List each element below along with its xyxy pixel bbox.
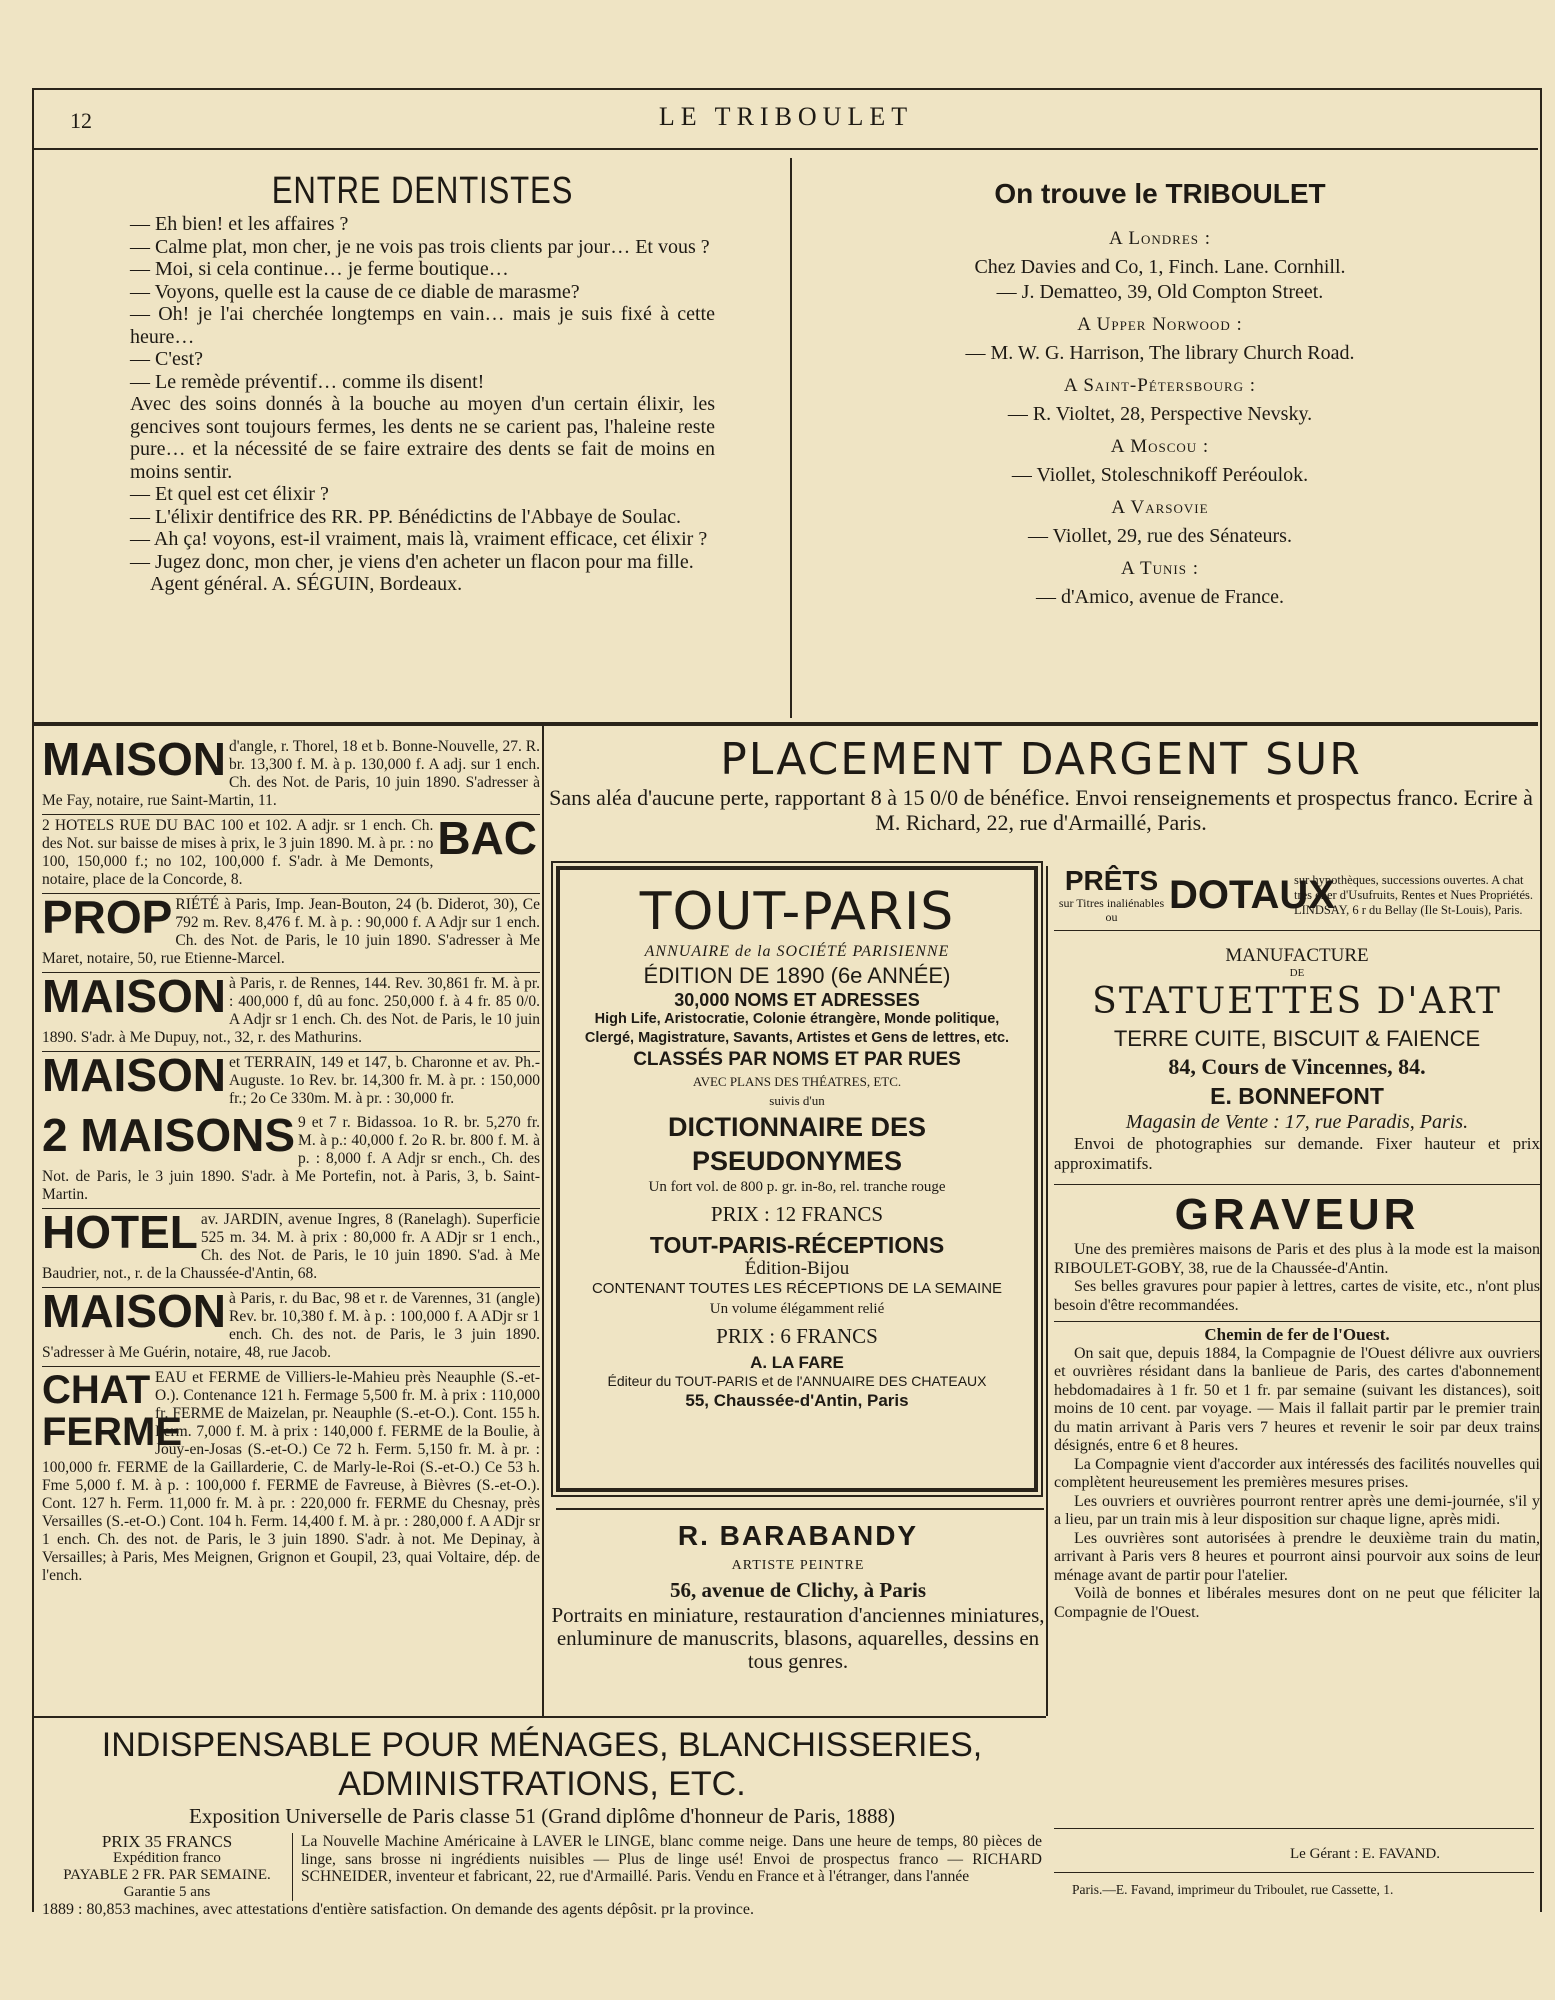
barabandy-ad [548,1520,1048,1675]
barabandy-address: 56, avenue de Clichy, à Paris [669,1578,927,1602]
city-label: A Saint-Pétersbourg : [1063,375,1257,396]
tp-suivis: suivis d'un [769,1093,825,1108]
ad-hotels-bac [42,815,540,894]
tp-receptions: TOUT-PARIS-RÉCEPTIONS [649,1232,945,1258]
statuettes-title: STATUETTES D'ART [1092,981,1502,1022]
dialogue-line: — Oh! je l'ai cherchée longtemps en vain… mais je suis fixé à cette heure… [130,303,715,348]
ad-headline: HOTEL [42,1209,198,1258]
city-label: A Varsovie [1111,497,1209,518]
ad-text: à Paris, r. du Bac, 98 et r. de Varennes, 31 (angle) Rev. br. 10,380 f. M. à p. : 100,000 f. A ADjr sr 1 ench. Ch. des not. de Paris, le 3 juin 1890. S'adresser à Me Guérin, notaire, 48, rue Jacob. [42,1290,540,1361]
machine-last: 1889 : 80,853 machines, avec attestations d'entière satisfaction. On demande des agents dépôsit. pr la province. [42,1901,755,1918]
graveur-text2: Ses belles gravures pour papier à lettres, cartes de visite, etc., n'ont plus besoin d'être recommandées. [1054,1278,1540,1314]
ouest-para: Les ouvriers et ouvrières pourront rentrer après une demi-journée, s'il y a lieu, par un train mis à leur disposition sur chaque ligne, après midi. [1054,1492,1540,1528]
dialogue-line: — Voyons, quelle est la cause de ce diable de marasme? [130,280,580,303]
ad-chateau-fermes [42,1367,540,1589]
tp-edition: ÉDITION DE 1890 (6e ANNÉE) [643,963,951,988]
top-column-divider [790,158,792,718]
ad-headline: CHAT FERME [42,1368,182,1454]
page-number: 12 [70,108,92,133]
dialogue-line: — Eh bien! et les affaires ? [130,213,349,235]
de-label: DE [1289,967,1305,979]
city-label: A Upper Norwood : [1077,314,1243,335]
tp-volume: Un fort vol. de 800 p. gr. in-8o, rel. tranche rouge [648,1179,946,1195]
machine-garantie: Garantie 5 ans [123,1884,211,1900]
machine-expedition: Expédition franco [113,1850,221,1866]
tp-dictionnaire: DICTIONNAIRE DES PSEUDONYMES [667,1112,927,1176]
tp-editor-line: Éditeur du TOUT-PARIS et de l'ANNUAIRE DES CHATEAUX [607,1373,987,1389]
graveur-ad [1054,1184,1540,1315]
ad-text: et TERRAIN, 149 et 147, b. Charonne et av. Ph.-Auguste. 1o Rev. br. 14,300 fr. M. à pr. : 150,000 fr.; 2o Ce 330m. M. à pr. : 30,000 fr. [229,1054,540,1107]
right-column [1054,866,1540,1622]
ad-text: 2 HOTELS RUE DU BAC 100 et 102. A adjr. sr 1 ench. Ch. des Not. sur baisse de mises à prix, le 3 juin 1890. M. à pr. : no 100, 150,000 f.; no 102, 100,000 f. S'adr. à Me Demonts, notaire, place de la Concorde, 8. [42,817,434,888]
statuettes-line3: Magasin de Vente : 17, rue Paradis, Paris. [1125,1111,1469,1133]
bonnefont-name: E. BONNEFONT [1210,1083,1384,1109]
statuettes-text: Envoi de photographies sur demande. Fixer hauteur et prix approximatifs. [1054,1134,1540,1173]
masthead-title: LE TRIBOULET [658,102,914,131]
prets-label: PRÊTS [1064,865,1159,896]
manufacture-label: MANUFACTURE [1225,945,1369,966]
tp-vol2: Un volume élégamment relié [709,1301,885,1317]
imprimeur-rule [1054,1872,1534,1873]
dialogue-line: — Ah ça! voyons, est-il vraiment, mais là, vraiment efficace, cet élixir ? [130,528,708,550]
ouest-para: Voilà de bonnes et libérales mesures dont on ne peut que féliciter la Compagnie de l'Ouest. [1054,1585,1540,1621]
ad-headline: MAISON [42,1052,226,1101]
ad-headline: BAC [437,815,537,864]
graveur-text1: Une des premières maisons de Paris et des plus à la mode est la maison RIBOULET-GOBY, 38, rue de la Chaussée-d'Antin. [1054,1241,1540,1277]
graveur-title: GRAVEUR [1174,1190,1420,1239]
address-line: — Viollet, Stoleschnikoff Peréoulok. [1011,464,1309,486]
section-rule [34,722,1538,726]
tp-contenant: CONTENANT TOUTES LES RÉCEPTIONS DE LA SEMAINE [591,1280,1003,1297]
ad-maison-bac [42,1288,540,1367]
address-line: — R. Violtet, 28, Perspective Nevsky. [1007,403,1313,425]
ad-maison-thorel [42,736,540,815]
statuettes-ad [1054,945,1540,1174]
ouest-para: On sait que, depuis 1884, la Compagnie de l'Ouest délivre aux ouvriers et ouvrières résidant dans la banlieue de Paris, des cartes d'abonnement hebdomadaires à 1 fr. 50 et 1 fr. par semaine (suivant les distances), soit moins de 10 cent. par voyage. — Mais il fallait partir par le premier train du matin arrivant à Paris vers 7 heures et revenir le soir par deux trains désignés, entre 6 et 8 heures. [1054,1344,1540,1454]
ad-text: d'angle, r. Thorel, 18 et b. Bonne-Nouvelle, 27. R. br. 13,300 f. M. à p. 130,000 f. A adj. sur 1 ench. Ch. des Not. de Paris, 10 juin 1890. S'adresser à Me Fay, notaire, rue Saint-Martin, 11. [42,738,540,809]
tp-desc: High Life, Aristocratie, Colonie étrangère, Monde politique, Clergé, Magistrature, Savants, Artistes et Gens de lettres, etc. [584,1011,1010,1046]
imprimeur-line: Paris.—E. Favand, imprimeur du Triboulet, rue Cassette, 1. [1072,1882,1394,1897]
statuettes-line1: TERRE CUITE, BISCUIT & FAIENCE [1113,1026,1481,1051]
ouest-title: Chemin de fer de l'Ouest. [1204,1325,1390,1344]
prets-sub: sur Titres inaliénables ou [1058,896,1165,924]
dialogue-line: — Moi, si cela continue… je ferme boutique… [130,258,509,280]
ad-headline: MAISON [42,736,226,785]
address-line: — M. W. G. Harrison, The library Church Road. [965,342,1355,364]
gerant-rule [1054,1828,1534,1829]
ad-headline: PROP [42,894,173,943]
prets-text: sur hypothèques, successions ouvertes. A chat très cher d'Usufruits, Rentes et Nues Propriétés. LINDSAY, 6 r du Bellay (Ile St-Louis), Paris. [1294,872,1534,917]
ad-headline: MAISON [42,973,226,1022]
machine-laver-ad [42,1726,1042,1919]
tout-paris-ad [556,866,1038,1492]
city-label: A Moscou : [1110,436,1210,457]
ad-maison-rennes [42,973,540,1052]
tp-prix-12: PRIX : 12 FRANCS [710,1202,884,1226]
statuettes-line2: 84, Cours de Vincennes, 84. [1168,1054,1426,1079]
address-line: — Viollet, 29, rue des Sénateurs. [1028,525,1292,547]
address-line: — J. Dematteo, 39, Old Compton Street. [996,281,1324,303]
tp-prix-6: PRIX : 6 FRANCS [716,1324,878,1348]
ad-headline: MAISON [42,1288,226,1337]
dialogue-line: — Jugez donc, mon cher, je viens d'en acheter un flacon pour ma fille. [130,550,694,573]
address-line: — d'Amico, avenue de France. [1036,586,1284,608]
tp-subtitle: ANNUAIRE de la SOCIÉTÉ PARISIENNE [644,943,950,960]
tout-paris-title: TOUT-PARIS [639,882,955,942]
tp-noms: 30,000 NOMS ET ADRESSES [674,990,920,1010]
tp-address: 55, Chaussée-d'Antin, Paris [685,1391,909,1410]
dotaux-label: DOTAUX [1169,872,1335,917]
dialogue-line: Avec des soins donnés à la bouche au moyen d'un certain élixir, les gencives sont toujours fermes, les dents ne se carient pas, l'haleine reste pure… et la nécessité de se faire extraire des dents se fait de moins en moins sentir. [130,393,715,483]
tp-classes: CLASSÉS PAR NOMS ET PAR RUES [633,1049,961,1070]
machine-title: INDISPENSABLE POUR MÉNAGES, BLANCHISSERIES, ADMINISTRATIONS, ETC. [101,1726,983,1803]
real-estate-ads [42,736,540,1589]
machine-expo: Exposition Universelle de Paris classe 51 (Grand diplôme d'honneur de Paris, 1888) [189,1804,895,1828]
gerant-line: Le Gérant : E. FAVAND. [1290,1846,1440,1862]
ouest-para: Les ouvrières sont autorisées à prendre le deuxième train du matin, arrivant à Paris vers 8 heures et pourront ainsi pourvoir aux soins de leur ménage avant de partir pour l'atelier. [1054,1529,1540,1584]
ad-text: 9 et 7 r. Bidassoa. 1o R. br. 5,270 fr. M. à p.: 40,000 f. 2o R. br. 800 f. M. à p. : 8,000 f. A Adjr sr ench., Ch. des Not. de Paris, le 3 juin 1890. S'adr. à Me Portefin, not. à Paris, 3, b. Saint-Martin. [42,1114,540,1203]
barabandy-role: ARTISTE PEINTRE [731,1558,865,1573]
trouve-title: On trouve le TRIBOULET [994,178,1326,209]
right-column-divider [1046,866,1048,1716]
trouve-triboulet [800,178,1520,619]
barabandy-rule [556,1508,1044,1510]
machine-prix: PRIX 35 FRANCS [101,1832,233,1851]
tp-bijou: Édition-Bijou [744,1258,850,1279]
dialogue-line: — Le remède préventif… comme ils disent! [130,370,485,393]
page-header [34,98,1538,150]
left-column-divider [542,726,544,1716]
placement-ad [548,734,1534,835]
ad-text: RIÉTÉ à Paris, Imp. Jean-Bouton, 24 (b. Diderot, 30), Ce 792 m. Rev. 8,476 f. M. à p. : 90,000 f. A Adjr sur 1 ench. Ch. des Not. de Paris, le 10 juin 1890. S'adresser à Me Maret, notaire, 50, rue Etienne-Marcel. [42,896,540,967]
barabandy-name: R. BARABANDY [677,1520,919,1551]
ad-hotel-jardin [42,1209,540,1288]
ouest-article [1054,1321,1540,1622]
dentistes-article [130,170,715,596]
agent-line: Agent général. A. SÉGUIN, Bordeaux. [150,573,463,595]
ad-maison-charonne [42,1052,540,1112]
barabandy-text: Portraits en miniature, restauration d'anciennes miniatures, enluminure de manuscrits, blasons, aquarelles, dessins en tous genres. [551,1603,1045,1673]
tp-editor: A. LA FARE [750,1353,844,1372]
machine-payable: PAYABLE 2 FR. PAR SEMAINE. [63,1867,271,1883]
ad-headline: 2 MAISONS [42,1112,296,1161]
placement-text: Sans aléa d'aucune perte, rapportant 8 à 15 0/0 de bénéfice. Envoi renseignements et prospectus franco. Ecrire à M. Richard, 22, rue d'Armaillé, Paris. [549,785,1533,835]
tp-plans: AVEC PLANS DES THÉATRES, ETC. [692,1074,902,1089]
article-title: ENTRE DENTISTES [271,170,574,212]
ad-deux-maisons [42,1112,540,1209]
prets-ad [1054,866,1540,931]
city-label: A Londres : [1108,228,1212,249]
dialogue-line: — Calme plat, mon cher, je ne vois pas trois clients par jour… Et vous ? [130,235,710,258]
address-line: Chez Davies and Co, 1, Finch. Lane. Cornhill. [974,256,1346,278]
dialogue-line: — L'élixir dentifrice des RR. PP. Bénédictins de l'Abbaye de Soulac. [130,505,681,528]
dialogue-line: — C'est? [130,348,204,370]
ad-text: à Paris, r. de Rennes, 144. Rev. 30,861 fr. M. à pr. : 400,000 f, dû au fonc. 250,000 f. à 4 fr. 85 0/0. A Adjr sr 1 ench. Ch. des Not. de Paris, le 10 juin 1890. S'adr. à Me Dupuy, not., 32, r. des Mathurins. [42,975,540,1046]
bottom-rule [34,1716,1046,1718]
ad-text: EAU et FERME de Villiers-le-Mahieu près Neauphle (S.-et-O.). Contenance 121 h. Fermage 5,500 fr. M. à prix : 110,000 fr. FERME de Maizelan, pr. Neauphle (S.-et-O.). Cont. 155 h. Ferm. 7,000 f. M. à prix : 140,000 f. FERME de la Boulie, à Jouy-en-Josas (S.-et-O.) Ce 72 h. Ferm. 5,150 fr. M. à pr. : 100,000 fr. FERME de la Gaillarderie, C. de Marly-le-Roi (S.-et-O.) Ce 53 h. Fme 5,000 f. M. à p. : 100,000 f. FERME de Favreuse, à Bièvres (S.-et-O.). Cont. 127 h. Ferm. 11,000 fr. M. à pr. : 220,000 fr. FERME du Chesnay, près Versailles (S.-et-O.) Cont. 104 h. Ferm. 14,400 f. M. à pr. : 280,000 f. A ADjr sr 1 ench. Ch. des not. de Paris, le 3 juin 1890. S'adr. à not. Me Depinay, à Versailles; à Paris, Mes Meignen, Grignon et Goupil, 23, quai Voltaire, dép. de l'ench. [42,1369,540,1584]
ad-text: av. JARDIN, avenue Ingres, 8 (Ranelagh). Superficie 525 m. 34. M. à prix : 80,000 fr. A ADjr sr 1 ench., Ch. des Not. de Paris, le 10 juin 1890. S'ad. à Me Baudrier, not., r. de la Chaussée-d'Antin, 68. [42,1211,540,1282]
placement-title: PLACEMENT DARGENT SUR [720,734,1362,785]
ouest-para: La Compagnie vient d'accorder aux intéressés des facilités nouvelles qui complètent heureusement les premières mesures prises. [1054,1455,1540,1491]
dialogue-line: — Et quel est cet élixir ? [130,483,329,505]
machine-text: La Nouvelle Machine Américaine à LAVER le LINGE, blanc comme neige. Dans une heure de temps, 80 pièces de linge, sans brosse ni ingrédients nuisibles — Plus de linge usé! Envoi de prospectus franco — RICHARD SCHNEIDER, inventeur et fabricant, 22, rue d'Armaillé. Paris. Vendu en France et à l'étranger, dans l'année [301,1833,1042,1885]
city-label: A Tunis : [1120,558,1200,579]
ad-propriete [42,894,540,973]
